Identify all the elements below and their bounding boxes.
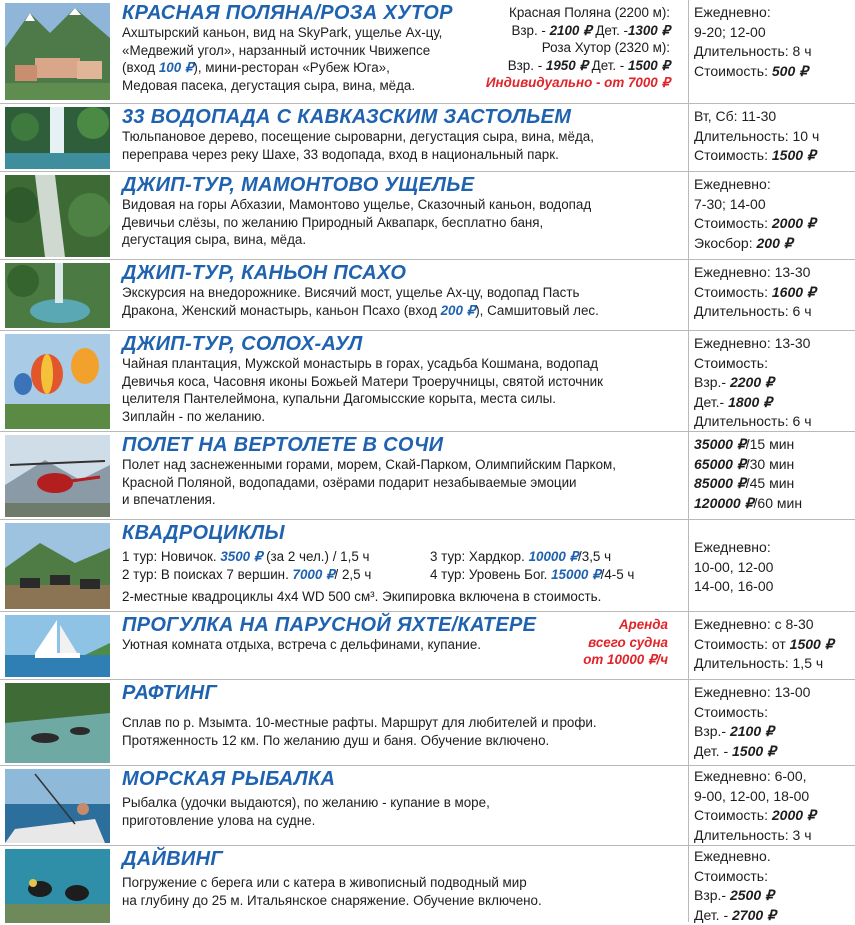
photo-hot-air-balloons (5, 334, 110, 429)
tour-description: Экскурсия на внедорожнике. Висячий мост, ущелье Ах-цу, водопад Пасть Дракона, Женский монастырь, каньон Псахо (вход 200 ₽), Самшитовый лес. (122, 285, 599, 318)
tour-description: Рыбалка (удочки выдаются), по желанию - купание в море, приготовление улова на судне. (122, 795, 490, 828)
tour-row-krasnaya-polyana (0, 0, 855, 103)
tour-description: Полет над заснеженными горами, морем, Скай-Парком, Олимпийским Парком, Красной Поляной, водопадами, озёрами подарит незабываемые эмоции и впечатления. (122, 457, 616, 508)
photo-quad-bikes (5, 523, 110, 609)
tour-title: ПОЛЕТ НА ВЕРТОЛЕТЕ В СОЧИ (122, 434, 444, 456)
tour-row-sea-fishing (0, 765, 855, 845)
quad-tour-1: 1 тур: Новичок. 3500 ₽ (за 2 чел.) / 1,5 ч (122, 549, 370, 564)
tour-schedule: Ежедневно. Стоимость: Взр.- 2500 ₽ Дет. - 2700 ₽ (688, 846, 853, 922)
photo-gorge (5, 263, 110, 328)
tour-schedule: Вт, Сб: 11-30 Длительность: 10 ч Стоимость: 1500 ₽ (688, 104, 853, 171)
tour-row-jeep-psakho (0, 259, 855, 330)
tour-schedule: Ежедневно: с 8-30 Стоимость: от 1500 ₽ Длительность: 1,5 ч (688, 612, 853, 679)
tour-schedule: Ежедневно: 13-30 Стоимость: Взр.- 2200 ₽ Дет.- 1800 ₽ Длительность: 6 ч (688, 331, 853, 431)
photo-canyon (5, 175, 110, 257)
photo-diving (5, 849, 110, 923)
tour-description: Тюльпановое дерево, посещение сыроварни, дегустация сыра, вина, мёда, переправа через реку Шахе, 33 водопада, вход в национальный парк. (122, 129, 594, 162)
tour-schedule: Ежедневно: 6-00, 9-00, 12-00, 18-00 Стоимость: 2000 ₽ Длительность: 3 ч (688, 766, 853, 845)
tour-description: Чайная плантация, Мужской монастырь в горах, усадьба Кошмана, водопад Девичья коса, Часовня иконы Божьей Матери Троеручницы, святой источник целителя Пантелеймона, купальни Дагомысские корыта, места силы. Зиплайн - по желанию. (122, 356, 604, 424)
tour-title: ДЖИП-ТУР, МАМОНТОВО УЩЕЛЬЕ (122, 174, 475, 196)
tour-title: КВАДРОЦИКЛЫ (122, 522, 285, 544)
tour-schedule: Ежедневно: 13-00 Стоимость: Взр.- 2100 ₽ Дет. - 1500 ₽ (688, 680, 853, 765)
tour-title: ПРОГУЛКА НА ПАРУСНОЙ ЯХТЕ/КАТЕРЕ (122, 614, 537, 636)
tour-row-helicopter (0, 431, 855, 519)
photo-helicopter (5, 435, 110, 517)
tour-title: ДЖИП-ТУР, СОЛОХ-АУЛ (122, 333, 363, 355)
photo-rafting (5, 683, 110, 763)
tour-row-yacht (0, 611, 855, 679)
tour-schedule: Ежедневно: 13-30 Стоимость: 1600 ₽ Длительность: 6 ч (688, 260, 853, 330)
tour-schedule: Ежедневно: 7-30; 14-00 Стоимость: 2000 ₽ Экосбор: 200 ₽ (688, 172, 853, 259)
quad-tour-2: 2 тур: В поисках 7 вершин. 7000 ₽/ 2,5 ч (122, 567, 372, 582)
tour-row-quad-bikes (0, 519, 855, 611)
tour-description: Уютная комната отдыха, встреча с дельфинами, купание. (122, 637, 481, 652)
quad-note: 2-местные квадроциклы 4x4 WD 500 см³. Экипировка включена в стоимость. (122, 589, 602, 604)
helicopter-prices: 35000 ₽/15 мин 65000 ₽/30 мин 85000 ₽/45 мин 120000 ₽/60 мин (688, 432, 853, 519)
tour-title: КРАСНАЯ ПОЛЯНА/РОЗА ХУТОР (122, 2, 453, 24)
tour-schedule: Ежедневно: 10-00, 12-00 14-00, 16-00 (688, 520, 853, 611)
tour-description: Видовая на горы Абхазии, Мамонтово ущелье, Сказочный каньон, водопад Девичьи слёзы, по желанию Природный Аквапарк, бесплатно баня, дегустация сыра, вина, мёда. (122, 197, 592, 248)
tour-title: РАФТИНГ (122, 682, 218, 704)
tour-description: Сплав по р. Мзымта. 10-местные рафты. Маршрут для любителей и профи. Протяженность 12 км. По желанию душ и баня. Обучение включено. (122, 715, 597, 748)
resort-prices: Красная Поляна (2200 м): Взр. - 2100 ₽ Дет. -1300 ₽ Роза Хутор (2320 м): Взр. - 1950 ₽ Дет. - 1500 ₽ Индивидуально - от 7000 ₽ (460, 4, 670, 92)
photo-yacht (5, 615, 110, 677)
quad-tour-4: 4 тур: Уровень Бог. 15000 ₽/4-5 ч (430, 567, 635, 582)
tour-row-jeep-solokh-aul (0, 330, 855, 431)
tour-row-diving (0, 845, 855, 922)
photo-mountain-resort (5, 3, 110, 100)
tour-row-rafting (0, 679, 855, 765)
tour-title: ДЖИП-ТУР, КАНЬОН ПСАХО (122, 262, 407, 284)
photo-fishing (5, 769, 110, 843)
tour-title: 33 ВОДОПАДА С КАВКАЗСКИМ ЗАСТОЛЬЕМ (122, 106, 572, 128)
tour-title: МОРСКАЯ РЫБАЛКА (122, 768, 336, 790)
tour-title: ДАЙВИНГ (122, 848, 223, 870)
tour-schedule: Ежедневно: 9-20; 12-00 Длительность: 8 ч Стоимость: 500 ₽ (688, 0, 853, 103)
tour-description: Ахштырский каньон, вид на SkyPark, ущелье Ах-цу, «Медвежий угол», нарзанный источник Чвижепсе (вход 100 ₽), мини-ресторан «Рубеж Юга», Медовая пасека, дегустация сыра, вина, мёда. (122, 25, 443, 93)
photo-waterfall (5, 107, 110, 169)
tour-description: Погружение с берега или с катера в живописный подводный мир на глубину до 25 м. Итальянское снаряжение. Обучение включено. (122, 875, 542, 908)
yacht-rent: Аренда всего судна от 10000 ₽/ч (583, 617, 668, 668)
tour-row-33-waterfalls (0, 103, 855, 171)
individual-price: Индивидуально - от 7000 ₽ (485, 75, 670, 91)
tour-row-jeep-mamontovo (0, 171, 855, 259)
quad-tour-3: 3 тур: Хардкор. 10000 ₽/3,5 ч (430, 549, 612, 564)
